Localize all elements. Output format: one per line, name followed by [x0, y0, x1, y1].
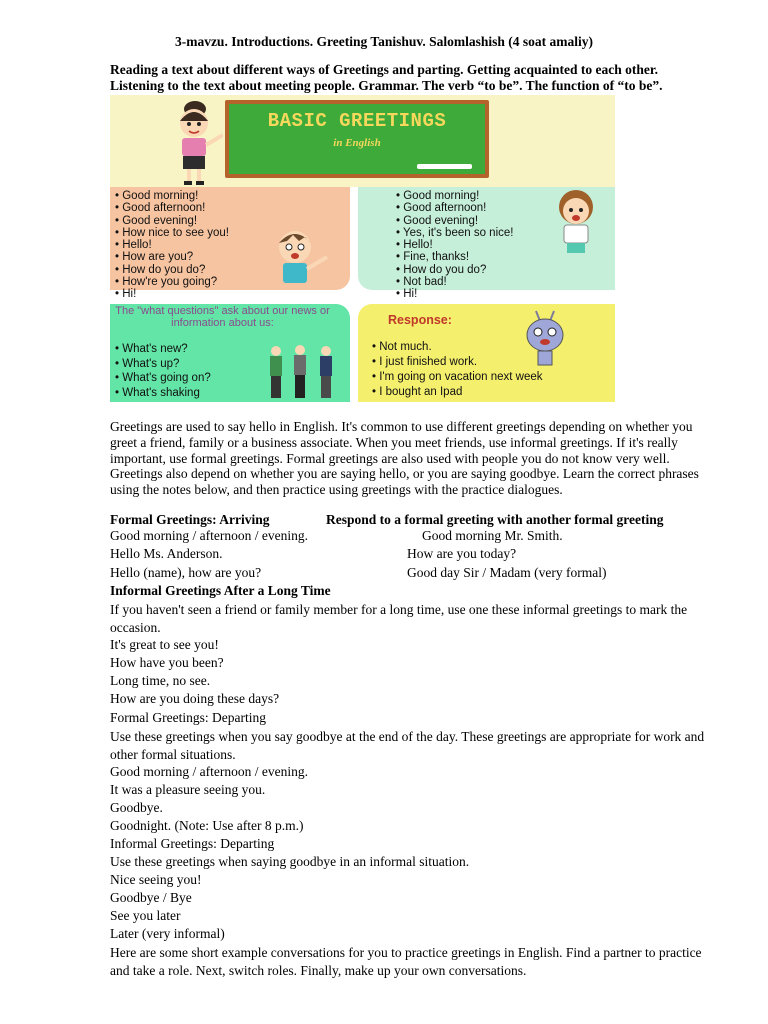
girl-illustration — [548, 187, 608, 255]
replies-list — [396, 190, 513, 301]
formal-right-1: Good morning Mr. Smith. — [422, 528, 563, 543]
formal-departing-heading: Formal Greetings: Departing — [110, 710, 266, 725]
long-time-heading: Informal Greetings After a Long Time — [110, 583, 331, 598]
formal-departing-item: Goodnight. (Note: Use after 8 p.m.) — [110, 818, 304, 833]
formal-arriving-heading: Formal Greetings: Arriving — [110, 512, 270, 527]
list-item: • I bought an Ipad — [372, 385, 543, 400]
list-item: • How're you going? — [115, 276, 229, 288]
list-item: • How do you do? — [115, 264, 229, 276]
list-item: • Good morning! — [396, 190, 513, 202]
formal-left-2: Hello Ms. Anderson. — [110, 546, 223, 561]
informal-departing-item: See you later — [110, 908, 181, 923]
list-item: • Good evening! — [396, 215, 513, 227]
page-title: 3-mavzu. Introductions. Greeting Tanishuv. Salomlashish (4 soat amaliy) — [174, 34, 594, 49]
formal-departing-item: Good morning / afternoon / evening. — [110, 764, 308, 779]
list-item: • How nice to see you! — [115, 227, 229, 239]
list-item: • Not much. — [372, 340, 543, 355]
list-item: • Good morning! — [115, 190, 229, 202]
list-item: • How are you? — [115, 251, 229, 263]
formal-departing-item: Goodbye. — [110, 800, 163, 815]
list-item: • Hi! — [115, 288, 229, 300]
long-time-item: How are you doing these days? — [110, 691, 280, 706]
informal-departing-intro: Use these greetings when saying goodbye in an informal situation. — [110, 854, 470, 869]
teacher-illustration — [165, 95, 223, 187]
formal-left-3: Hello (name), how are you? — [110, 565, 262, 580]
board-subtitle: in English — [333, 137, 381, 149]
informal-departing-heading: Informal Greetings: Departing — [110, 836, 275, 851]
long-time-intro: If you haven't seen a friend or family member for a long time, use one these informal greetings to mark the occasion. — [110, 602, 688, 635]
list-item: • Hi! — [396, 288, 513, 300]
list-item: • Good evening! — [115, 215, 229, 227]
intro-text-paragraph: Greetings are used to say hello in English. It's common to use different greetings depending on whether you greet a friend, family or a business associate. When you meet friends, use informal greetings. If it's really important, use formal greetings. Formal greetings are also used with people you do not know very well. Greetings also depend on whether you are saying hello, or you are saying goodbye. Learn the correct phrases using the notes below, and then practice using greetings with the practice dialogues. — [110, 419, 699, 498]
formal-right-3: Good day Sir / Madam (very formal) — [407, 565, 607, 580]
list-item: • Not bad! — [396, 276, 513, 288]
formal-right-2: How are you today? — [407, 546, 517, 561]
informal-departing-item: Later (very informal) — [110, 926, 225, 941]
list-item: • Good afternoon! — [115, 202, 229, 214]
list-item: • Good afternoon! — [396, 202, 513, 214]
long-time-item: How have you been? — [110, 655, 224, 670]
monster-illustration — [522, 307, 568, 367]
chalkboard — [225, 100, 489, 178]
board-title: BASIC GREETINGS — [267, 110, 447, 132]
formal-departing-intro: Use these greetings when you say goodbye at the end of the day. These greetings are appropriate for work and other formal situations. — [110, 729, 705, 762]
list-item: • Hello! — [115, 239, 229, 251]
list-item: • What's shaking — [115, 386, 211, 401]
informal-departing-item: Nice seeing you! — [110, 872, 202, 887]
what-questions-heading: The "what questions" ask about our news or information about us: — [115, 305, 330, 329]
informal-departing-item: Goodbye / Bye — [110, 890, 192, 905]
intro-paragraph: Reading a text about different ways of Greetings and parting. Getting acquainted to each other. Listening to the text about meeting people. Grammar. The verb “to be”. The function of “to be”. — [110, 62, 663, 93]
list-item: • What's new? — [115, 342, 211, 357]
formal-left-1: Good morning / afternoon / evening. — [110, 528, 308, 543]
response-heading: Response: — [388, 313, 452, 327]
list-item: • Yes, it's been so nice! — [396, 227, 513, 239]
what-questions-list — [115, 342, 211, 400]
closing-paragraph: Here are some short example conversations for you to practice greetings in English. Find a partner to practice and take a role. Next, switch roles. Finally, make up your own conversations. — [110, 945, 702, 978]
chalk — [417, 164, 472, 169]
list-item: • Fine, thanks! — [396, 251, 513, 263]
list-item: • What's going on? — [115, 371, 211, 386]
list-item: • Hello! — [396, 239, 513, 251]
long-time-item: Long time, no see. — [110, 673, 211, 688]
long-time-item: It's great to see you! — [110, 637, 219, 652]
boy-illustration — [265, 227, 337, 289]
greetings-list — [115, 190, 229, 301]
list-item: • I just finished work. — [372, 355, 543, 370]
respond-heading: Respond to a formal greeting with another formal greeting — [326, 512, 664, 527]
formal-departing-item: It was a pleasure seeing you. — [110, 782, 266, 797]
responses-list — [372, 340, 543, 400]
men-illustration — [262, 345, 344, 401]
list-item: • How do you do? — [396, 264, 513, 276]
list-item: • What's up? — [115, 357, 211, 372]
basic-greetings-infographic — [110, 95, 615, 402]
list-item: • I'm going on vacation next week — [372, 370, 543, 385]
